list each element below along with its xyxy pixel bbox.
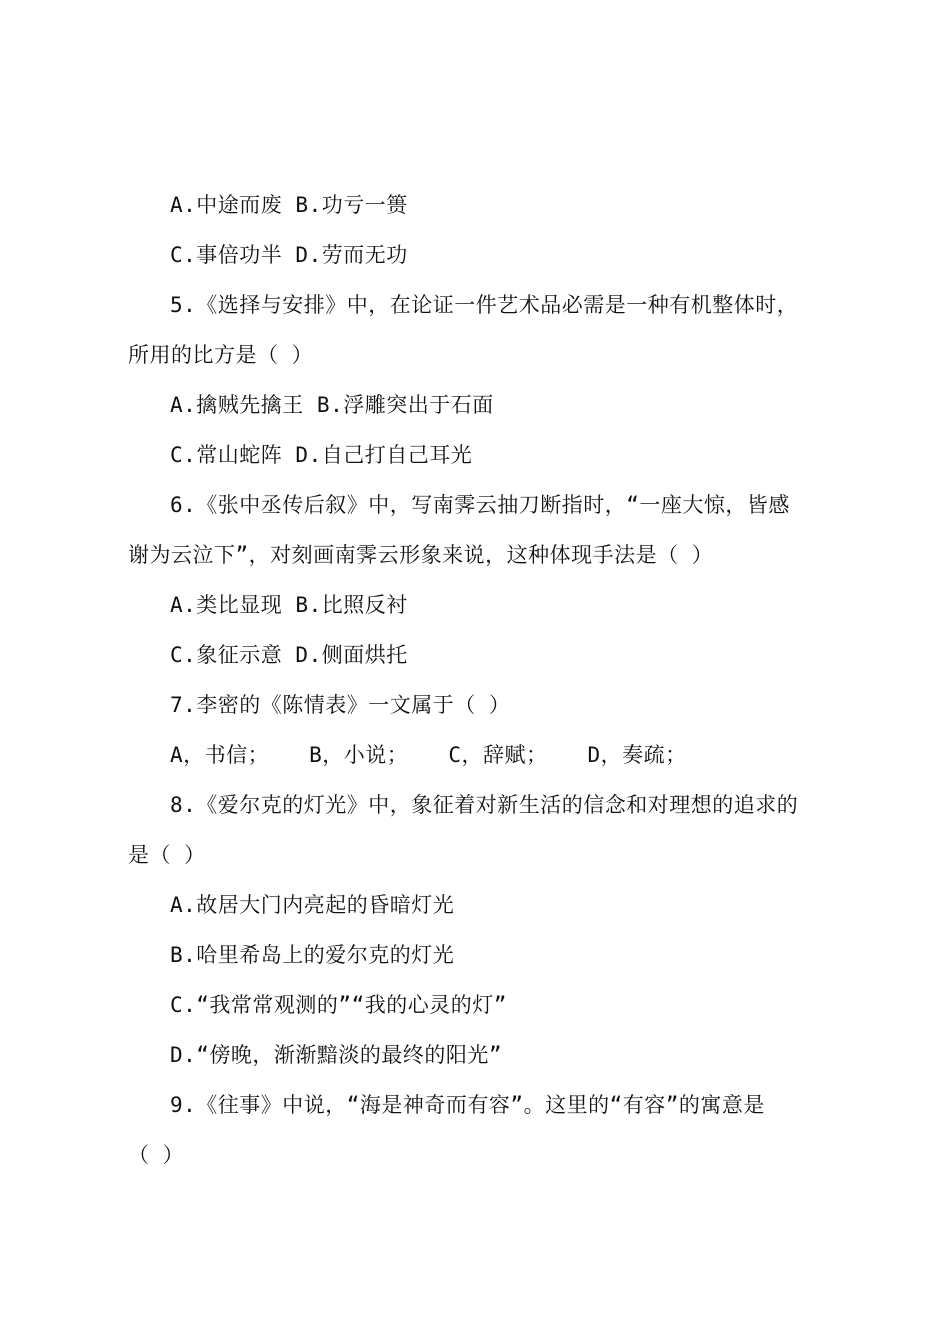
q7-stem: 7.李密的《陈情表》一文属于（ ） (170, 693, 511, 717)
q9-stem: 9.《往事》中说，“海是神奇而有容”。这里的“有容”的寓意是 (170, 1093, 765, 1117)
q8-option-a: A.故居大门内亮起的昏暗灯光 (170, 893, 455, 917)
q7-option-b: B，小说； (309, 743, 409, 767)
q9-stem-cont: （ ） (128, 1143, 185, 1167)
q5-options-cd: C.常山蛇阵 D.自己打自己耳光 (170, 443, 473, 467)
q4-options-ab: A.中途而废 B.功亏一篑 (170, 193, 408, 217)
q7-option-d: D，奏疏； (587, 743, 687, 767)
q7-option-a: A，书信； (170, 743, 270, 767)
q5-options-ab: A.擒贼先擒王 B.浮雕突出于石面 (170, 393, 494, 417)
q6-stem-cont: 谢为云泣下”，对刻画南霁云形象来说，这种体现手法是（ ） (128, 543, 714, 567)
q5-stem-cont: 所用的比方是（ ） (128, 343, 314, 367)
q8-option-c: C.“我常常观测的”“我的心灵的灯” (170, 993, 507, 1017)
q7-option-c: C，辞赋； (448, 743, 548, 767)
q4-options-cd: C.事倍功半 D.劳而无功 (170, 243, 408, 267)
q6-options-cd: C.象征示意 D.侧面烘托 (170, 643, 408, 667)
q8-option-d: D.“傍晚，渐渐黯淡的最终的阳光” (170, 1043, 503, 1067)
q7-options (170, 740, 872, 770)
q6-options-ab: A.类比显现 B.比照反衬 (170, 593, 408, 617)
q5-stem: 5.《选择与安排》中，在论证一件艺术品必需是一种有机整体时， (170, 293, 799, 317)
q8-stem: 8.《爱尔克的灯光》中，象征着对新生活的信念和对理想的追求的 (170, 793, 799, 817)
q6-stem: 6.《张中丞传后叙》中，写南霁云抽刀断指时，“一座大惊，皆感 (170, 493, 790, 517)
q8-stem-cont: 是（ ） (128, 843, 206, 867)
q8-option-b: B.哈里希岛上的爱尔克的灯光 (170, 943, 455, 967)
